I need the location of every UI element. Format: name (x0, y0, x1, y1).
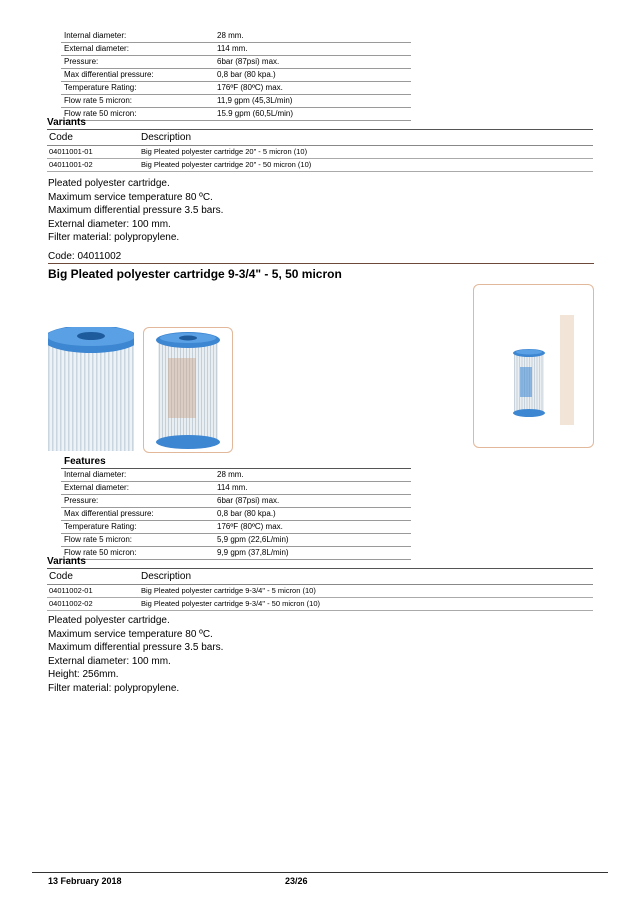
feature-value: 5,9 gpm (22,6L/min) (217, 535, 289, 544)
desc-line: Height: 256mm. (48, 669, 119, 680)
product-description (48, 177, 223, 245)
product-title: Big Pleated polyester cartridge 9-3/4" - 5, 50 micron (48, 267, 342, 281)
top-features-table (61, 30, 411, 121)
feature-row (61, 495, 411, 508)
feature-label: Pressure: (64, 496, 99, 505)
desc-line: Pleated polyester cartridge. (48, 615, 170, 626)
variant-code: 04011002-01 (49, 586, 93, 595)
feature-row (61, 95, 411, 108)
feature-label: Max differential pressure: (64, 70, 154, 79)
feature-value: 15.9 gpm (60,5L/min) (217, 109, 294, 118)
variant-desc: Big Pleated polyester cartridge 9-3/4" - 5 micron (10) (141, 586, 316, 595)
variant-desc: Big Pleated polyester cartridge 20" - 50 micron (10) (141, 160, 312, 169)
desc-line: Pleated polyester cartridge. (48, 178, 170, 189)
feature-row (61, 43, 411, 56)
product-code: Code: 04011002 (48, 250, 594, 264)
feature-label: Max differential pressure: (64, 509, 154, 518)
col-code: Code (49, 132, 73, 143)
feature-row (61, 521, 411, 534)
features-table (61, 455, 411, 560)
variants-header (47, 131, 593, 146)
feature-value: 176ºF (80ºC) max. (217, 83, 283, 92)
table-row (47, 585, 593, 598)
product-description (48, 614, 223, 695)
feature-value: 9,9 gpm (37,8L/min) (217, 548, 289, 557)
feature-row (61, 508, 411, 521)
desc-line: Maximum service temperature 80 ºC. (48, 628, 213, 640)
desc-line: Maximum differential pressure 3.5 bars. (48, 205, 224, 216)
feature-row (61, 482, 411, 495)
feature-value: 0,8 bar (80 kpa.) (217, 70, 276, 79)
variant-desc: Big Pleated polyester cartridge 9-3/4" - 50 micron (10) (141, 599, 320, 608)
variant-code: 04011002-02 (49, 599, 93, 608)
feature-value: 114 mm. (217, 483, 248, 492)
feature-value: 6bar (87psi) max. (217, 57, 280, 66)
desc-line: Maximum service temperature 80 ºC. (48, 191, 213, 203)
desc-line: Filter material: polypropylene. (48, 232, 180, 243)
col-code: Code (49, 571, 73, 582)
variants-title: Variants (47, 555, 593, 569)
footer-page-number: 23/26 (285, 876, 308, 886)
variants-title: Variants (47, 116, 593, 130)
feature-label: Internal diameter: (64, 470, 127, 479)
feature-label: Pressure: (64, 57, 99, 66)
feature-label: Temperature Rating: (64, 522, 137, 531)
feature-label: External diameter: (64, 44, 129, 53)
feature-row (61, 534, 411, 547)
desc-line: Maximum differential pressure 3.5 bars. (48, 642, 224, 653)
variants-header (47, 570, 593, 585)
feature-value: 28 mm. (217, 31, 244, 40)
table-row (47, 598, 593, 611)
desc-line: External diameter: 100 mm. (48, 655, 171, 667)
table-row (47, 159, 593, 172)
feature-row (61, 82, 411, 95)
feature-value: 28 mm. (217, 470, 244, 479)
feature-label: External diameter: (64, 483, 129, 492)
feature-label: Flow rate 5 micron: (64, 96, 133, 105)
feature-value: 11,9 gpm (45,3L/min) (217, 96, 293, 105)
table-row (47, 146, 593, 159)
feature-label: Internal diameter: (64, 31, 127, 40)
variant-code: 04011001-01 (49, 147, 93, 156)
footer-divider (32, 872, 608, 873)
feature-label: Temperature Rating: (64, 83, 137, 92)
cartridge-image-framed (143, 327, 233, 453)
feature-label: Flow rate 50 micron: (64, 109, 137, 118)
feature-row (61, 56, 411, 69)
variants-table (47, 570, 593, 611)
variant-desc: Big Pleated polyester cartridge 20" - 5 micron (10) (141, 147, 308, 156)
variants-table (47, 131, 593, 172)
cartridge-closeup-image (48, 327, 134, 451)
col-description: Description (141, 132, 192, 143)
variant-code: 04011001-02 (49, 160, 93, 169)
cartridge-image-large (473, 284, 594, 448)
desc-line: External diameter: 100 mm. (48, 218, 171, 230)
feature-value: 0,8 bar (80 kpa.) (217, 509, 276, 518)
feature-value: 114 mm. (217, 44, 248, 53)
feature-value: 6bar (87psi) max. (217, 496, 280, 505)
feature-value: 176ºF (80ºC) max. (217, 522, 283, 531)
feature-row (61, 469, 411, 482)
feature-label: Flow rate 50 micron: (64, 548, 137, 557)
col-description: Description (141, 571, 192, 582)
feature-label: Flow rate 5 micron: (64, 535, 133, 544)
features-title: Features (61, 455, 411, 469)
desc-line: Filter material: polypropylene. (48, 682, 180, 694)
feature-row (61, 69, 411, 82)
feature-row (61, 30, 411, 43)
footer-date: 13 February 2018 (48, 876, 122, 886)
